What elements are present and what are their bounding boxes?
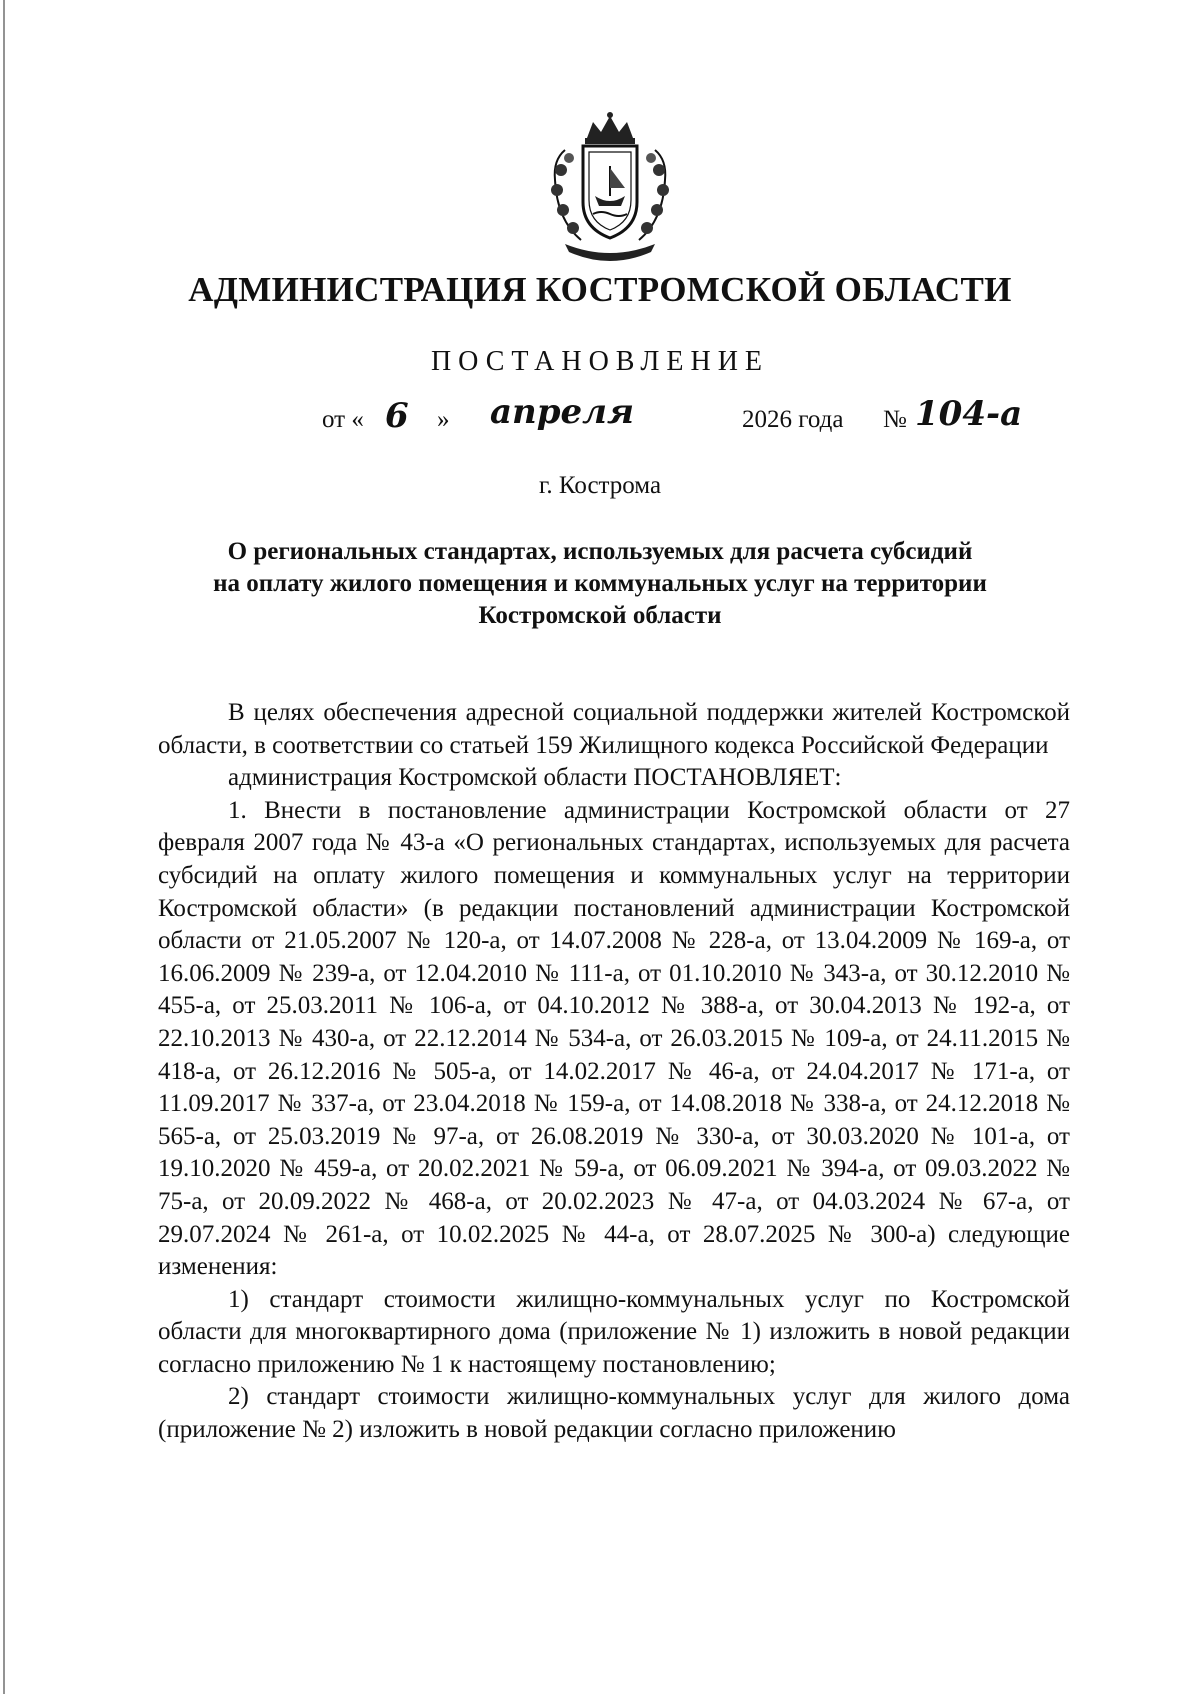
document-type: ПОСТАНОВЛЕНИЕ <box>430 346 770 377</box>
item-1-paragraph: 1. Внести в постановление администрации Костромской области от 27 февраля 2007 года № 43-а «О региональных стандартах, используемых для расчета субсидий на оплату жилого помещения и коммунальных услуг на территории Костромской области» (в редакции постановлений администрации Костромской области от 21.05.2007 № 120-а, от 14.07.2008 № 228-а, от 13.04.2009 № 169-а, от 16.06.2009 № 239-а, от 12.04.2010 № 111-а, от 01.10.2010 № 343-а, от 30.12.2010 № 455-а, от 25.03.2011 № 106-а, от 04.10.2012 № 388-а, от 30.04.2013 № 192-а, от 22.10.2013 № 430-а, от 22.12.2014 № 534-а, от 26.03.2015 № 109-а, от 24.11.2015 № 418-а, от 26.12.2016 № 505-а, от 14.02.2017 № 46-а, от 24.04.2017 № 171-а, от 11.09.2017 № 337-а, от 23.04.2018 № 159-а, от 14.08.2018 № 338-а, от 24.12.2018 № 565-а, от 25.03.2019 № 97-а, от 26.08.2019 № 330-а, от 30.03.2020 № 101-а, от 19.10.2020 № 459-а, от 20.02.2021 № 59-а, от 06.09.2021 № 394-а, от 09.03.2022 № 75-а, от 20.09.2022 № 468-а, от 20.02.2023 № 47-а, от 04.03.2024 № 67-а, от 29.07.2024 № 261-а, от 10.02.2025 № 44-а, от 28.07.2025 № 300-а) следующие изменения: <box>158 796 1070 1281</box>
kostroma-coat-of-arms-icon <box>535 110 685 270</box>
date-close-quote: » <box>437 406 450 433</box>
document-number-handwritten: 104-а <box>915 394 1023 434</box>
date-year: 2026 года <box>742 406 844 433</box>
city: г. Кострома <box>538 472 662 499</box>
title-line-2: на оплату жилого помещения и коммунальных услуг на территории <box>213 570 987 597</box>
document-title <box>120 536 1080 632</box>
document-body <box>158 697 1070 1447</box>
date-day-handwritten: 6 <box>385 396 409 436</box>
organization-title: АДМИНИСТРАЦИЯ КОСТРОМСКОЙ ОБЛАСТИ <box>188 270 1012 309</box>
preamble-paragraph: В целях обеспечения адресной социальной поддержки жителей Костромской области, в соответствии со статьей 159 Жилищного кодекса Российской Федерации <box>158 699 1070 759</box>
number-sign: № <box>883 406 907 433</box>
title-line-3: Костромской области <box>478 602 722 629</box>
date-month-handwritten: апреля <box>490 392 635 432</box>
date-prefix: от « <box>322 406 364 433</box>
subitem-2-paragraph: 2) стандарт стоимости жилищно-коммунальных услуг для жилого дома (приложение № 2) изложить в новой редакции согласно приложению <box>158 1383 1070 1444</box>
subitem-1-paragraph: 1) стандарт стоимости жилищно-коммунальных услуг по Костромской области для многоквартирного дома (приложение № 1) изложить в новой редакции согласно приложению № 1 к настоящему постановлению; <box>158 1285 1070 1378</box>
resolves-paragraph: администрация Костромской области ПОСТАНОВЛЯЕТ: <box>228 764 842 792</box>
scan-edge-line <box>3 0 5 1694</box>
title-line-1: О региональных стандартах, используемых для расчета субсидий <box>227 538 973 565</box>
